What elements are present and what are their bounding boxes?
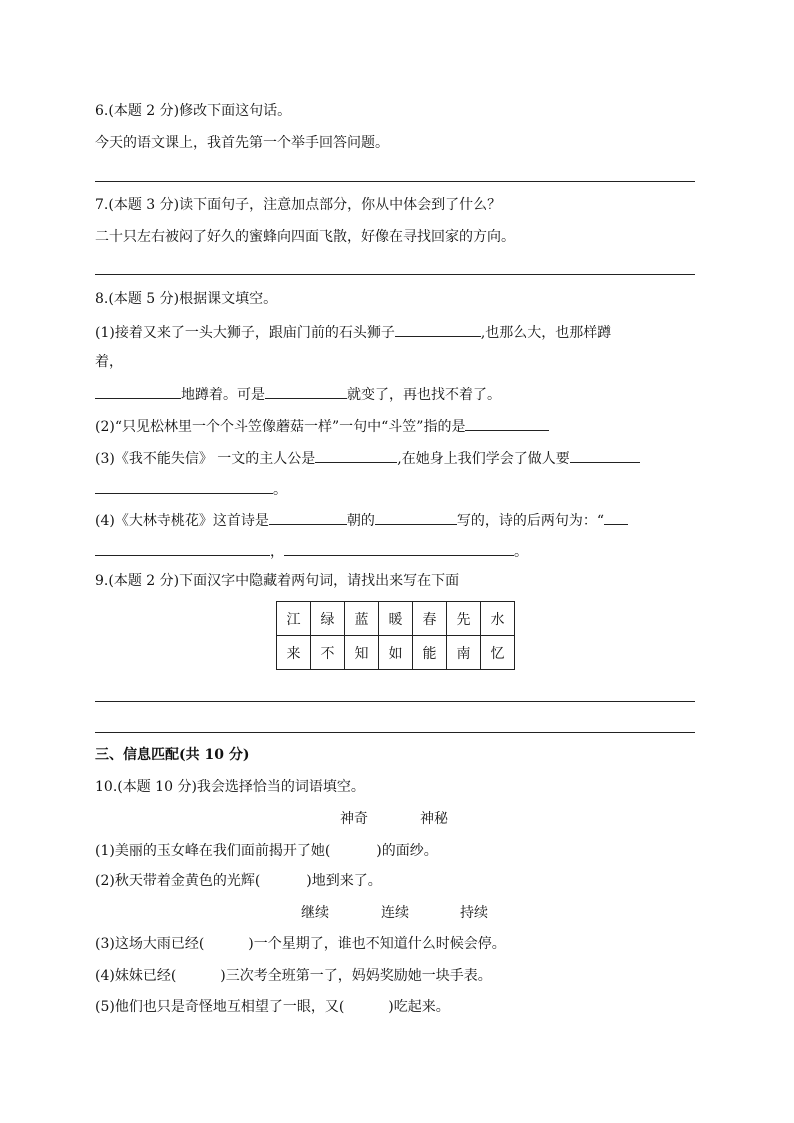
- q8-item-3-line2: [95, 478, 287, 500]
- q8-item-3-blank-2[interactable]: [570, 447, 640, 463]
- q9-grid-cell: 春: [413, 602, 447, 636]
- q8-item-4-text-a: (4)《大林寺桃花》这首诗是: [95, 513, 269, 529]
- q7-title: 7.(本题 3 分)读下面句子，注意加点部分，你从中体会到了什么？: [95, 197, 502, 213]
- q8-item-3-blank-3[interactable]: [95, 478, 273, 494]
- q9-grid-cell: 先: [447, 602, 481, 636]
- q10-item-4: [95, 966, 492, 986]
- q9-grid-cell: 南: [447, 636, 481, 670]
- q8-item-4: [95, 509, 628, 531]
- q7-sentence: 二十只左右被闷了好久的蜜蜂向四面飞散，好像在寻找回家的方向。: [95, 229, 515, 245]
- q8-item-4-line2: [95, 540, 528, 562]
- q9-grid-cell: 绿: [311, 602, 345, 636]
- q6-answer-line[interactable]: [95, 181, 695, 182]
- q8-item-2-blank[interactable]: [465, 415, 549, 431]
- q7-answer-line[interactable]: [95, 274, 695, 275]
- q10-item-4-text-a: (4)妹妹已经(: [95, 968, 177, 984]
- q10-title: 10.(本题 10 分)我会选择恰当的词语填空。: [95, 779, 365, 795]
- q9-title: 9.(本题 2 分)下面汉字中隐藏着两句词，请找出来写在下面: [95, 573, 460, 589]
- q8-item-1-text-a: (1)接着又来了一头大狮子，跟庙门前的石头狮子: [95, 325, 395, 341]
- q10-word-bank-2-word: 继续: [301, 905, 329, 921]
- q8-item-3: [95, 447, 640, 469]
- q10-item-5-text-a: (5)他们也只是奇怪地互相望了一眼，又(: [95, 999, 345, 1015]
- q8-item-2-text: (2)“只见松林里一个个斗笠像蘑菇一样”一句中“斗笠”指的是: [95, 419, 466, 435]
- q10-item-2: [95, 871, 382, 891]
- q8-item-1-line3: [95, 383, 501, 405]
- q8-item-1-text-d: 地蹲着。可是: [181, 387, 265, 403]
- q8-item-3-text-c: 。: [273, 482, 287, 498]
- q9-answer-line-1[interactable]: [95, 701, 695, 702]
- q9-grid-cell: 来: [277, 636, 311, 670]
- q10-item-5: [95, 997, 450, 1017]
- q9-grid-cell: 能: [413, 636, 447, 670]
- q8-item-2: [95, 415, 549, 437]
- q8-item-1-line1: [95, 321, 611, 343]
- q8-item-4-text-d: ，: [270, 544, 284, 560]
- q9-character-grid: [276, 601, 515, 670]
- q10-item-2-text-a: (2)秋天带着金黄色的光辉(: [95, 873, 261, 889]
- q10-item-3-text-a: (3)这场大雨已经(: [95, 936, 205, 952]
- q9-grid-cell: 如: [379, 636, 413, 670]
- q8-item-3-text-a: (3)《我不能失信》 一文的主人公是: [95, 451, 316, 467]
- q10-item-3-text-b: )一个星期了，谁也不知道什么时候会停。: [248, 936, 506, 952]
- q10-word-bank-2-word: 持续: [460, 905, 488, 921]
- q10-word-bank-2-word: 连续: [381, 905, 409, 921]
- q8-item-1-blank-3[interactable]: [265, 383, 347, 399]
- q8-item-1-blank-1[interactable]: [395, 321, 481, 337]
- q9-grid-cell: 江: [277, 602, 311, 636]
- q8-item-4-blank-verse-start[interactable]: [604, 509, 628, 525]
- q9-grid-cell: 水: [481, 602, 515, 636]
- q8-item-4-text-b: 朝的: [346, 513, 375, 529]
- q8-item-4-blank-poet[interactable]: [375, 509, 457, 525]
- q8-item-4-text-c: 写的，诗的后两句为：“: [456, 513, 605, 529]
- q9-answer-line-2[interactable]: [95, 732, 695, 733]
- q9-grid-cell: 不: [311, 636, 345, 670]
- q10-item-1-text-b: )的面纱。: [376, 843, 438, 859]
- section-3-heading: 三、信息匹配(共 10 分): [95, 747, 250, 763]
- q10-item-5-text-b: )吃起来。: [388, 999, 450, 1015]
- q10-item-1: [95, 841, 438, 861]
- q6-sentence: 今天的语文课上，我首先第一个举手回答问题。: [95, 135, 389, 151]
- q8-title: 8.(本题 5 分)根据课文填空。: [95, 291, 278, 307]
- q10-word-bank-1-word: 神秘: [420, 811, 448, 827]
- q8-item-3-text-b: ,在她身上我们学会了做人要: [397, 451, 570, 467]
- q9-grid-cell: 知: [345, 636, 379, 670]
- q9-grid-row-1: [277, 602, 515, 636]
- q9-grid-row-2: [277, 636, 515, 670]
- q8-item-1-text-e: 就变了，再也找不着了。: [347, 387, 501, 403]
- q8-item-1-text-c: 着，: [95, 354, 123, 370]
- q10-item-3: [95, 934, 506, 954]
- q6-title: 6.(本题 2 分)修改下面这句话。: [95, 103, 292, 119]
- q8-item-1-blank-2[interactable]: [95, 383, 181, 399]
- q10-item-1-text-a: (1)美丽的玉女峰在我们面前揭开了她(: [95, 843, 331, 859]
- q8-item-4-blank-verse-2[interactable]: [284, 540, 514, 556]
- q9-grid-cell: 忆: [481, 636, 515, 670]
- q8-item-3-blank-1[interactable]: [315, 447, 397, 463]
- q9-grid-cell: 暖: [379, 602, 413, 636]
- q8-item-1-text-b: ,也那么大，也那样蹲: [480, 325, 612, 341]
- q8-item-4-text-e: 。: [514, 544, 528, 560]
- q9-grid-cell: 蓝: [345, 602, 379, 636]
- q8-item-4-blank-verse-1[interactable]: [95, 540, 270, 556]
- q10-item-4-text-b: )三次考全班第一了，妈妈奖励她一块手表。: [220, 968, 492, 984]
- q10-word-bank-1-word: 神奇: [340, 811, 368, 827]
- q8-item-4-blank-dynasty[interactable]: [269, 509, 347, 525]
- q10-item-2-text-b: )地到来了。: [306, 873, 382, 889]
